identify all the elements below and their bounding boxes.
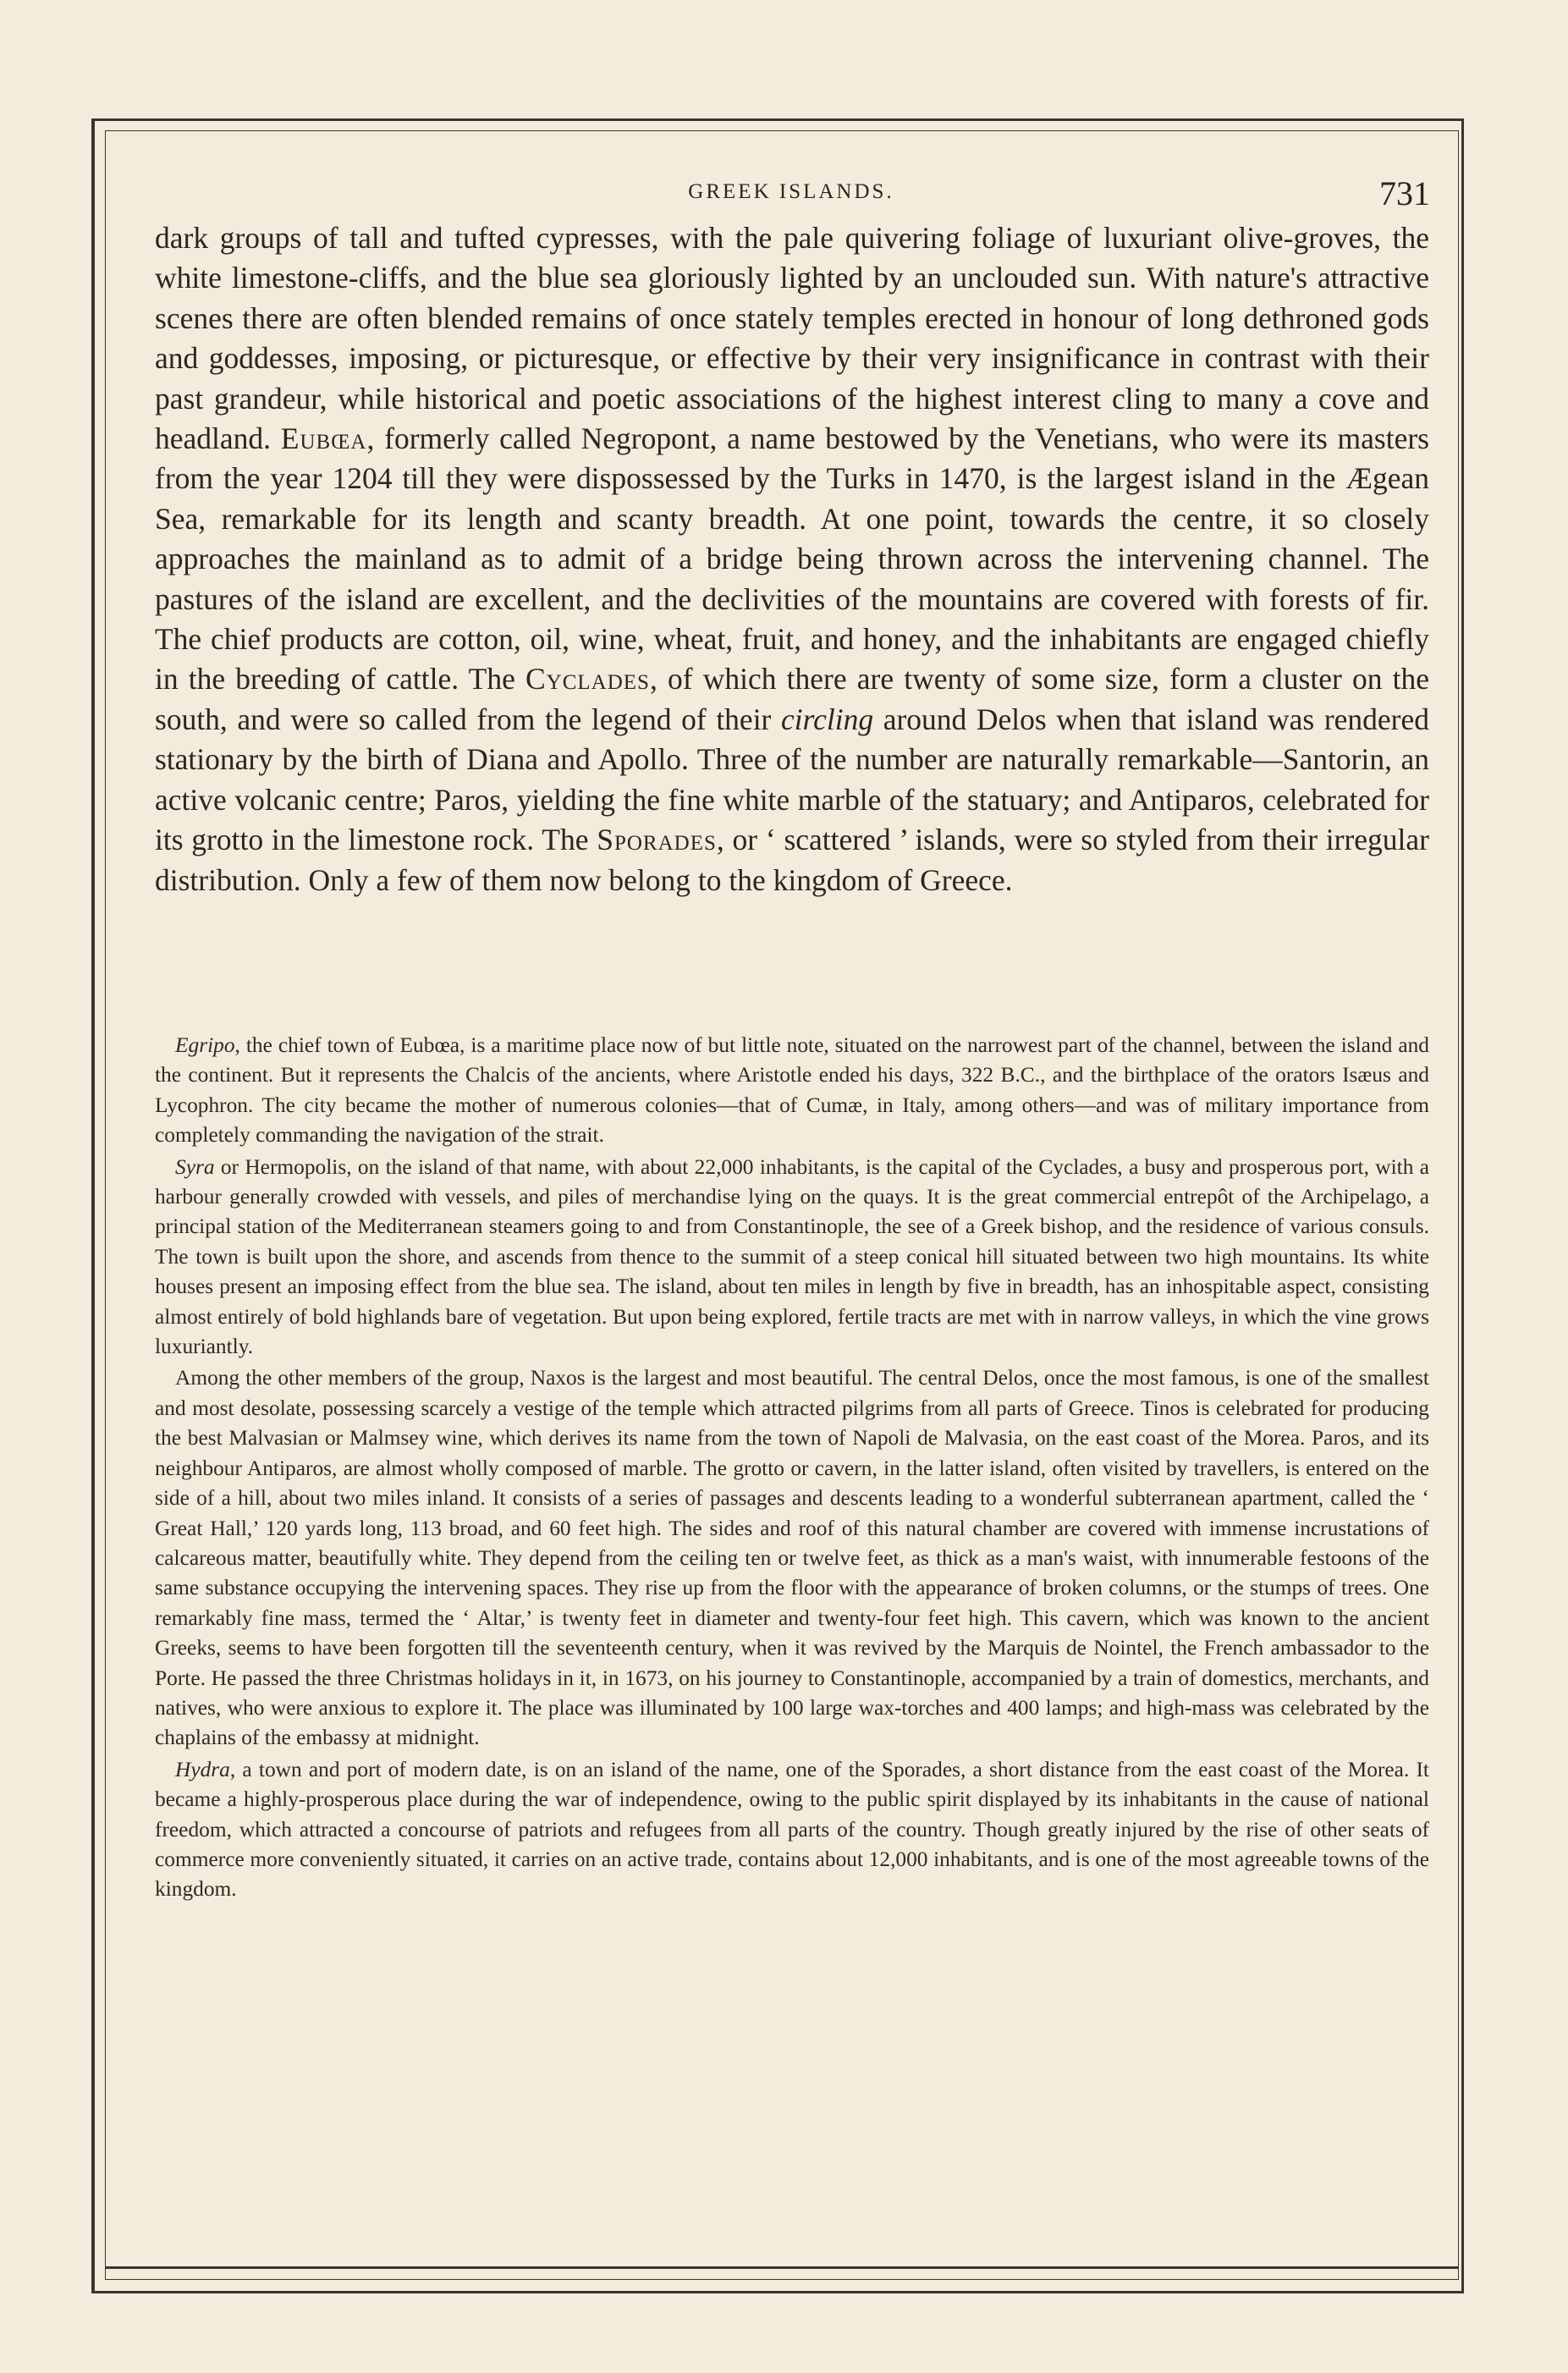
note-egripo-title: Egripo [175,1033,235,1057]
main-text-part-5: , or ‘ scattered ’ islands, were so styled from their irregular distribution. Only a few of them now belong to the kingdom of Greece. [155,823,1429,897]
cyclades-term: Cyclades [525,662,650,696]
note-egripo-text: , the chief town of Eubœa, is a maritime place now of but little note, situated on the narrowest part of the channel, between the island and the continent. But it represents the Chalcis of the ancients, where Aristotle ended his days, 322 B.C., and the birthplace of the orators Isæus and Lycophron. The city became the mother of numerous colonies—that of Cumæ, in Italy, among others—and was of military importance from completely commanding the navigation of the strait. [155,1033,1429,1148]
note-syra-title: Syra [175,1154,215,1179]
note-egripo [155,1031,1429,1151]
main-paragraph [155,218,1429,900]
main-text-part-1: dark groups of tall and tufted cypresses, with the pale quivering foliage of luxuriant olive-groves, the white limestone-cliffs, and the blue sea gloriously lighted by an unclouded sun. With nature's attractive scenes there are often blended remains of once stately temples erected in honour of long dethroned gods and goddesses, imposing, or picturesque, or effective by their very insignificance in contrast with their past grandeur, while historical and poetic associations of the highest interest cling to many a cove and headland. [155,221,1429,456]
page-number: 731 [1379,174,1430,212]
main-text-part-3: , of which there are twenty of some size, form a cluster on the south, and were so called from the legend of their [155,662,1429,736]
page-header [152,173,1430,216]
sporades-term: Sporades [597,823,717,857]
note-among-text: Among the other members of the group, Naxos is the largest and most beautiful. The central Delos, once the most famous, is one of the smallest and most desolate, possessing scarcely a vestige of the temple which attracted pilgrims from all parts of Greece. Tinos is celebrated for producing the best Malvasian or Malmsey wine, which derives its name from the town of Napoli de Malvasia, on the east coast of the Morea. Paros, and its neighbour Antiparos, are almost wholly composed of marble. The grotto or cavern, in the latter island, often visited by travellers, is entered on the side of a hill, about two miles inland. It consists of a series of passages and descents leading to a wonderful subterranean apartment, called the ‘ Great Hall,’ 120 yards long, 113 broad, and 60 feet high. The sides and roof of this natural chamber are covered with immense incrustations of calcareous matter, beautifully white. They depend from the ceiling ten or twelve feet, as thick as a man's waist, with innumerable festoons of the same substance occupying the intervening spaces. They rise up from the floor with the appearance of broken columns, or the stumps of trees. One remarkably fine mass, termed the ‘ Altar,’ is twenty feet in diameter and twenty-four feet high. This cavern, which was known to the ancient Greeks, seems to have been forgotten till the seventeenth century, when it was revived by the Marquis de Nointel, the French ambassador to the Porte. He passed the three Christmas holidays in it, in 1673, on his journey to Constantinople, accompanied by a train of domestics, merchants, and natives, who were anxious to explore it. The place was illuminated by 100 large wax-torches and 400 lamps; and high-mass was celebrated by the chaplains of the embassy at midnight. [155,1366,1429,1750]
main-text-part-2: , formerly called Negropont, a name bestowed by the Venetians, who were its masters from the year 1204 till they were dispossessed by the Turks in 1470, is the largest island in the Ægean Sea, remarkable for its length and scanty breadth. At one point, towards the centre, it so closely approaches the mainland as to admit of a bridge being thrown across the intervening channel. The pastures of the island are excellent, and the declivities of the mountains are covered with forests of fir. The chief products are cotton, oil, wine, wheat, fruit, and honey, and the inhabitants are engaged chiefly in the breeding of cattle. The [155,421,1429,696]
note-syra [155,1153,1429,1363]
note-syra-text: or Hermopolis, on the island of that name, with about 22,000 inhabitants, is the capital of the Cyclades, a busy and prosperous port, with a harbour generally crowded with vessels, and piles of merchandise lying on the quays. It is the great commercial entrepôt of the Archipelago, a principal station of the Mediterranean steamers going to and from Constantinople, the see of a Greek bishop, and the residence of various consuls. The town is built upon the shore, and ascends from thence to the summit of a steep conical hill situated between two high mountains. Its white houses present an imposing effect from the blue sea. The island, about ten miles in length by five in breadth, has an inhospitable aspect, consisting almost entirely of bold highlands bare of vegetation. But upon being explored, fertile tracts are met with in narrow valleys, in which the vine grows luxuriantly. [155,1154,1429,1359]
main-text-part-4: around Delos when that island was rendered stationary by the birth of Diana and Apollo. Three of the number are naturally remarkable—Santorin, an active volcanic centre; Paros, yielding the fine white marble of the statuary; and Antiparos, celebrated for its grotto in the limestone rock. The [155,702,1429,857]
notes-section [155,1031,1429,1905]
main-text [155,218,1429,900]
circling-term: circling [780,702,874,736]
note-hydra-title: Hydra [175,1757,230,1781]
euboea-term: Eubœa [280,421,367,456]
note-hydra [155,1755,1429,1905]
bottom-rule [105,2266,1459,2269]
note-hydra-text: , a town and port of modern date, is on an island of the name, one of the Sporades, a short distance from the east coast of the Morea. It became a highly-prosperous place during the war of independence, owing to the public spirit displayed by its inhabitants in the cause of national freedom, which attracted a concourse of patriots and refugees from all parts of the country. Though greatly injured by the rise of other seats of commerce more conveniently situated, it carries on an active trade, contains about 12,000 inhabitants, and is one of the most agreeable towns of the kingdom. [155,1757,1429,1902]
running-head: GREEK ISLANDS. [688,180,894,203]
note-among [155,1363,1429,1753]
